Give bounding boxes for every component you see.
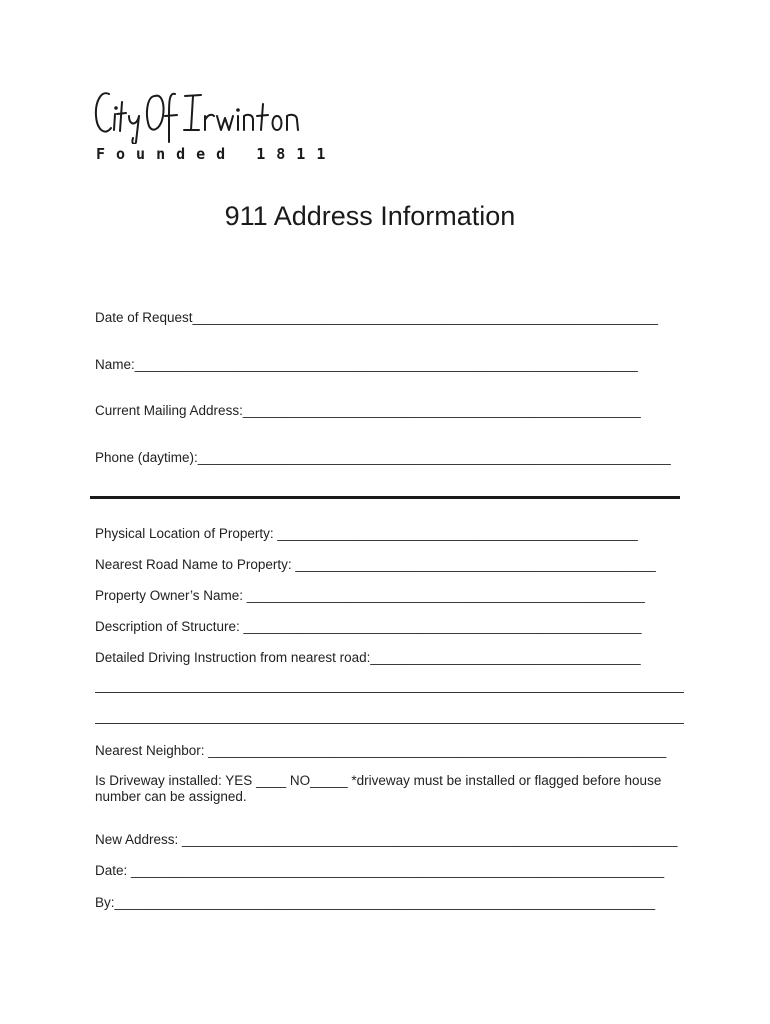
name-field[interactable]: Name:___________________________________________________________________ [95, 357, 638, 372]
date-of-request-field[interactable]: Date of Request______________________________________________________________ [95, 310, 659, 325]
page-title: 911 Address Information [224, 201, 516, 231]
driving-instruction-line-1[interactable] [95, 692, 684, 693]
structure-description-field[interactable]: Description of Structure: _____________________________________________________ [95, 619, 642, 634]
date-field[interactable]: Date: _______________________________________________________________________ [95, 863, 665, 878]
section-divider [90, 496, 680, 499]
mailing-address-field[interactable]: Current Mailing Address:_____________________________________________________ [95, 403, 641, 418]
physical-location-field[interactable]: Physical Location of Property: ________________________________________________ [95, 526, 638, 541]
phone-field[interactable]: Phone (daytime):_______________________________________________________________ [95, 450, 671, 465]
city-script-logo-icon [93, 84, 308, 144]
driveway-field[interactable]: Is Driveway installed: YES ____ NO_____ *driveway must be installed or flagged before house number can be assigned. [95, 773, 662, 804]
nearest-road-field[interactable]: Nearest Road Name to Property: ________________________________________________ [95, 557, 656, 572]
nearest-neighbor-field[interactable]: Nearest Neighbor: _____________________________________________________________ [95, 743, 667, 758]
driving-instruction-line-2[interactable] [95, 723, 684, 724]
driving-instruction-field[interactable]: Detailed Driving Instruction from nearest road:____________________________________ [95, 650, 641, 665]
owner-name-field[interactable]: Property Owner’s Name: _____________________________________________________ [95, 588, 645, 603]
new-address-field[interactable]: New Address: __________________________________________________________________ [95, 832, 678, 847]
by-field[interactable]: By:________________________________________________________________________ [95, 895, 656, 910]
founded-text: Founded 1811 [96, 145, 337, 163]
city-logo [93, 84, 337, 164]
